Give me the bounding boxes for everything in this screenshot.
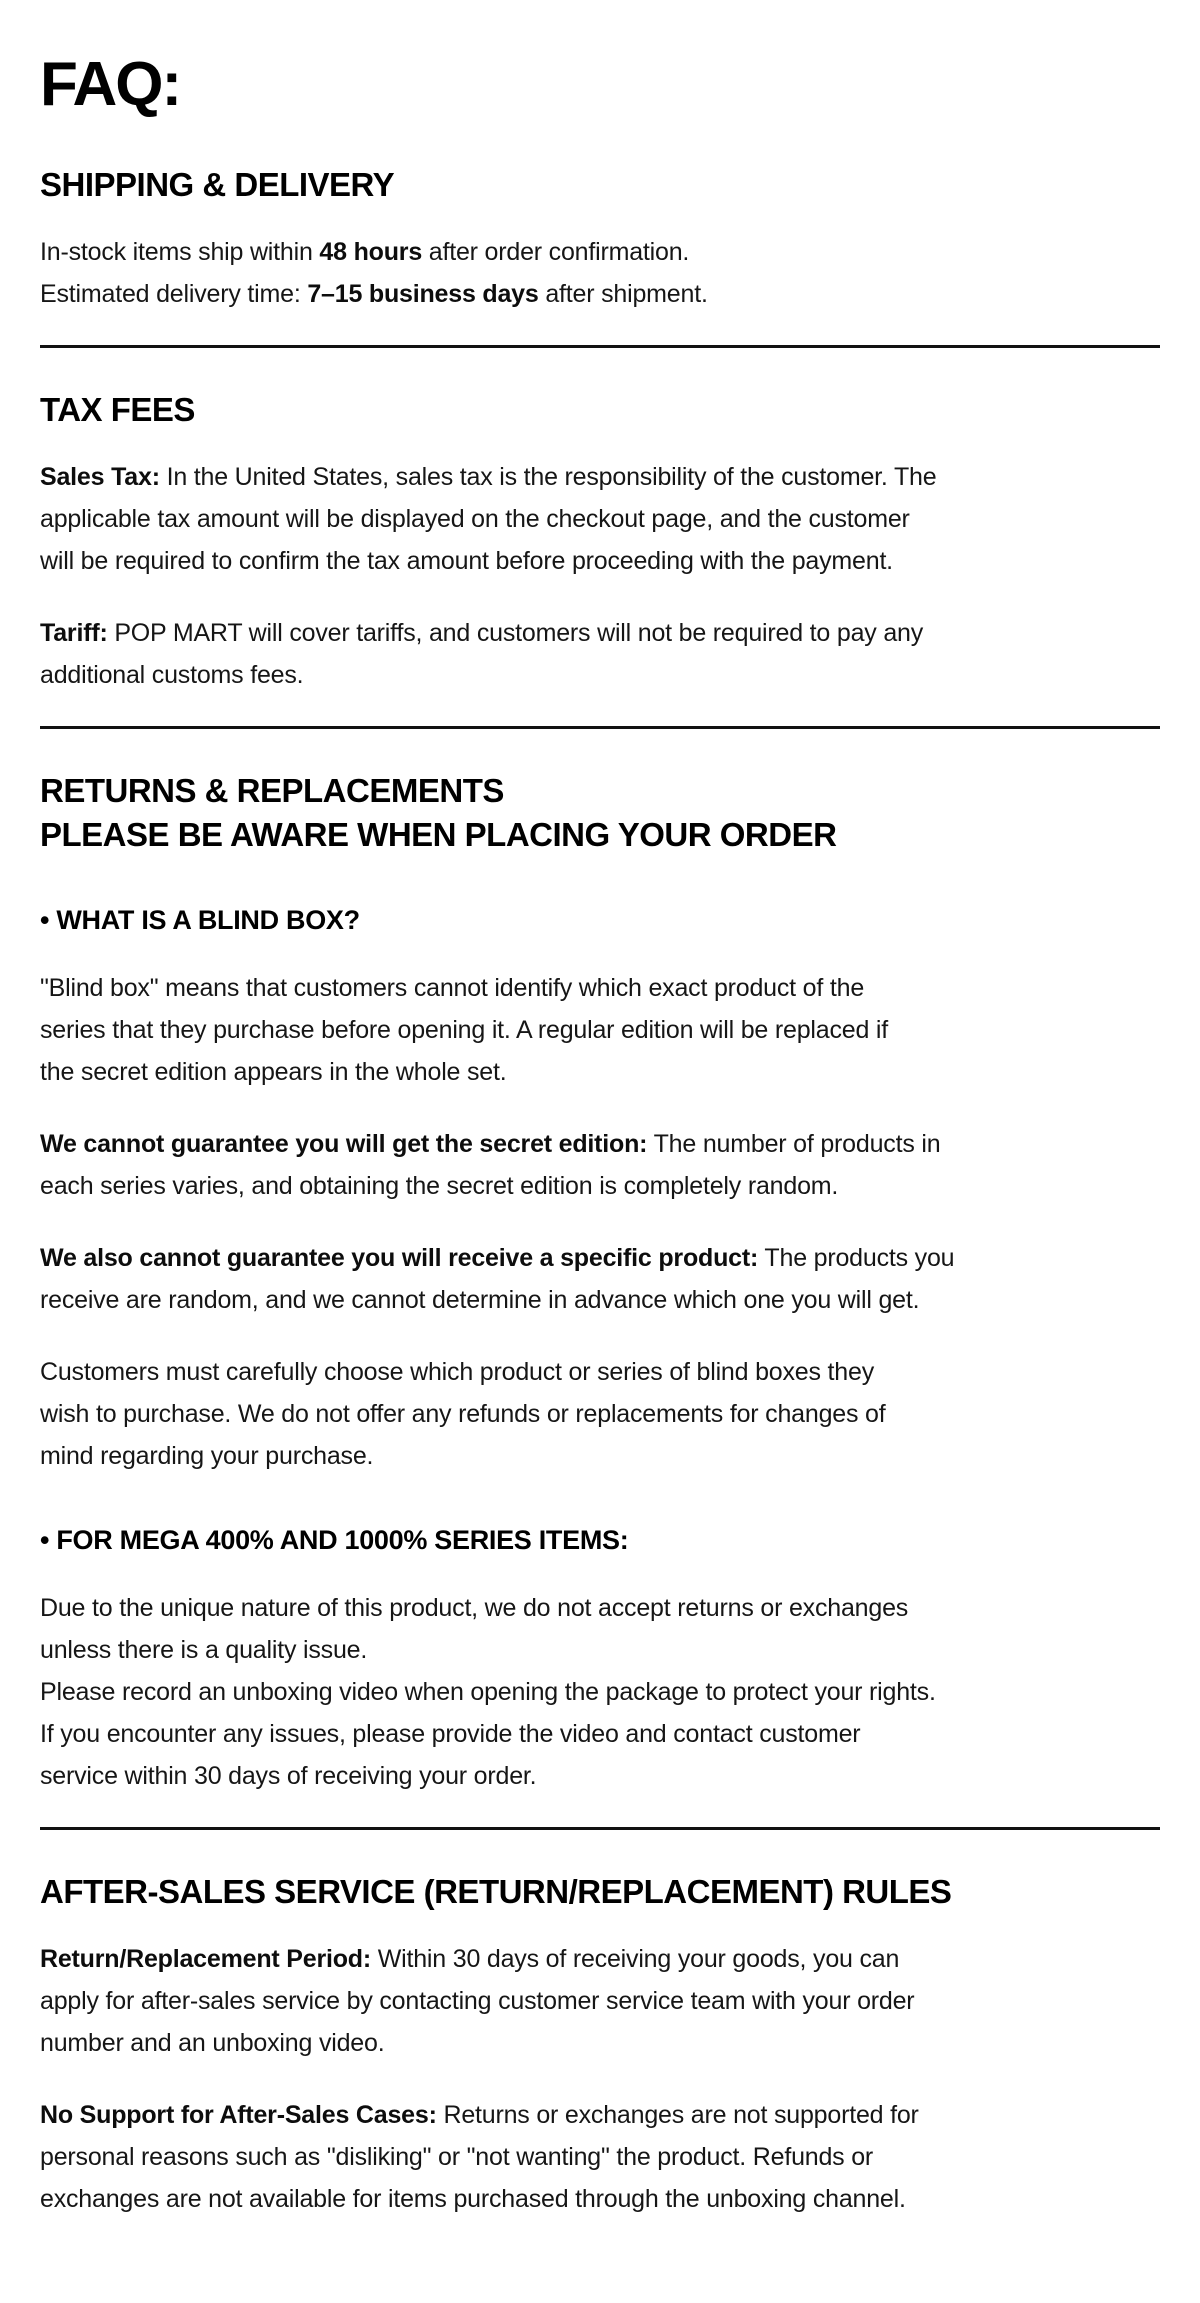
text-line: "Blind box" means that customers cannot identify which exact product of the	[40, 974, 865, 1003]
section-divider	[40, 1827, 1160, 1830]
section-heading-shipping: SHIPPING & DELIVERY	[40, 166, 395, 204]
text-line: exchanges are not available for items purchased through the unboxing channel.	[40, 2185, 906, 2214]
text-line: Please record an unboxing video when opening the package to protect your rights.	[40, 1678, 936, 1707]
text-line: We cannot guarantee you will get the secret edition: The number of products in	[40, 1130, 941, 1159]
text-line: the secret edition appears in the whole set.	[40, 1058, 507, 1087]
paragraph-specific-product	[40, 1237, 1160, 1321]
paragraph-tariff	[40, 612, 1160, 696]
text-line: Estimated delivery time: 7–15 business days after shipment.	[40, 280, 708, 309]
text-line: receive are random, and we cannot determine in advance which one you will get.	[40, 1286, 920, 1315]
text-line: wish to purchase. We do not offer any refunds or replacements for changes of	[40, 1400, 886, 1429]
paragraph-mega-series	[40, 1587, 1160, 1797]
paragraph-choose-carefully	[40, 1351, 1160, 1477]
heading-line: PLEASE BE AWARE WHEN PLACING YOUR ORDER	[40, 816, 837, 854]
section-heading-after-sales: AFTER-SALES SERVICE (RETURN/REPLACEMENT) RULES	[40, 1873, 952, 1911]
text-line: applicable tax amount will be displayed on the checkout page, and the customer	[40, 505, 910, 534]
page-title: FAQ:	[40, 50, 181, 119]
text-line: will be required to confirm the tax amount before proceeding with the payment.	[40, 547, 893, 576]
heading-line: RETURNS & REPLACEMENTS	[40, 772, 504, 810]
paragraph-secret-edition	[40, 1123, 1160, 1207]
text-line: mind regarding your purchase.	[40, 1442, 374, 1471]
text-line: Sales Tax: In the United States, sales tax is the responsibility of the customer. The	[40, 463, 937, 492]
text-line: Customers must carefully choose which product or series of blind boxes they	[40, 1358, 874, 1387]
text-line: each series varies, and obtaining the secret edition is completely random.	[40, 1172, 839, 1201]
section-divider	[40, 345, 1160, 348]
paragraph-blind-box-definition	[40, 967, 1160, 1093]
text-line: Tariff: POP MART will cover tariffs, and customers will not be required to pay any	[40, 619, 924, 648]
text-line: Due to the unique nature of this product, we do not accept returns or exchanges	[40, 1594, 909, 1623]
text-line: No Support for After-Sales Cases: Returns or exchanges are not supported for	[40, 2101, 919, 2130]
text-line: Return/Replacement Period: Within 30 days of receiving your goods, you can	[40, 1945, 900, 1974]
text-line: In-stock items ship within 48 hours after order confirmation.	[40, 238, 690, 267]
section-divider	[40, 726, 1160, 729]
section-heading-tax: TAX FEES	[40, 391, 195, 429]
text-line: If you encounter any issues, please provide the video and contact customer	[40, 1720, 861, 1749]
text-line: series that they purchase before opening it. A regular edition will be replaced if	[40, 1016, 889, 1045]
text-line: service within 30 days of receiving your order.	[40, 1762, 537, 1791]
text-line: unless there is a quality issue.	[40, 1636, 368, 1665]
paragraph-no-support	[40, 2094, 1160, 2220]
text-line: apply for after-sales service by contacting customer service team with your order	[40, 1987, 915, 2016]
paragraph-return-period	[40, 1938, 1160, 2064]
text-line: personal reasons such as "disliking" or "not wanting" the product. Refunds or	[40, 2143, 874, 2172]
section-heading-returns	[40, 769, 1160, 857]
bullet-heading-mega-series: • FOR MEGA 400% AND 1000% SERIES ITEMS:	[40, 1525, 629, 1556]
text-line: number and an unboxing video.	[40, 2029, 385, 2058]
paragraph-sales-tax	[40, 456, 1160, 582]
text-line: We also cannot guarantee you will receive a specific product: The products you	[40, 1244, 955, 1273]
bullet-heading-blind-box: • WHAT IS A BLIND BOX?	[40, 905, 360, 936]
text-line: additional customs fees.	[40, 661, 304, 690]
paragraph-shipping	[40, 231, 1160, 315]
